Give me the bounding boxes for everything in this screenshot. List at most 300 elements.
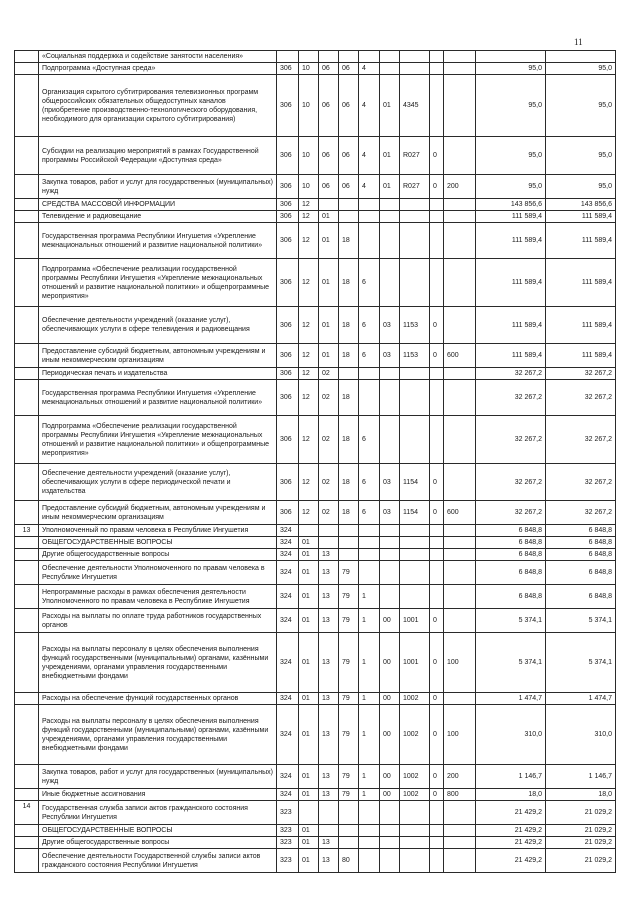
amount-cell-1: 111 589,4 [476,344,546,368]
code-cell [444,137,476,175]
code-cell: 03 [380,464,400,501]
item-name-cell: Периодическая печать и издательства [39,368,277,380]
code-cell [444,609,476,633]
code-cell [339,825,359,837]
code-cell: 324 [277,705,299,765]
code-cell [380,537,400,549]
code-cell: 306 [277,223,299,259]
row-number-cell [15,609,39,633]
code-cell: 1 [359,705,380,765]
row-number-cell [15,307,39,344]
amount-cell-2: 143 856,6 [546,199,616,211]
code-cell: 01 [319,223,339,259]
code-cell: 00 [380,789,400,801]
code-cell [380,849,400,873]
amount-cell-2: 6 848,8 [546,537,616,549]
table-row [15,705,616,765]
code-cell: 0 [430,693,444,705]
code-cell [444,825,476,837]
amount-cell-1: 32 267,2 [476,416,546,464]
code-cell: 306 [277,259,299,307]
code-cell: 02 [319,380,339,416]
amount-cell-2: 111 589,4 [546,344,616,368]
code-cell [400,380,430,416]
code-cell: 1153 [400,344,430,368]
item-name-cell: Подпрограмма «Доступная среда» [39,63,277,75]
code-cell [400,199,430,211]
code-cell [400,259,430,307]
code-cell: 03 [380,307,400,344]
code-cell: 79 [339,633,359,693]
table-row [15,63,616,75]
code-cell: 1153 [400,307,430,344]
code-cell: 800 [444,789,476,801]
code-cell: 00 [380,633,400,693]
code-cell [400,549,430,561]
code-cell [444,380,476,416]
code-cell: 01 [380,75,400,137]
code-cell: 1002 [400,705,430,765]
code-cell: 18 [339,464,359,501]
code-cell: 306 [277,344,299,368]
code-cell [400,825,430,837]
budget-table [14,50,616,873]
code-cell: 1002 [400,789,430,801]
code-cell [380,825,400,837]
amount-cell-1: 1 146,7 [476,765,546,789]
code-cell: 03 [380,501,400,525]
code-cell: 03 [380,344,400,368]
code-cell [444,416,476,464]
amount-cell-1: 5 374,1 [476,609,546,633]
code-cell: 18 [339,259,359,307]
code-cell: 6 [359,501,380,525]
code-cell: 01 [299,633,319,693]
code-cell: 01 [299,609,319,633]
code-cell [319,51,339,63]
item-name-cell: Предоставление субсидий бюджетным, автономным учреждениям и иным некоммерческим организациям [39,501,277,525]
item-name-cell: ОБЩЕГОСУДАРСТВЕННЫЕ ВОПРОСЫ [39,537,277,549]
row-number-cell [15,51,39,63]
code-cell: 600 [444,501,476,525]
code-cell [339,537,359,549]
amount-cell-2 [546,51,616,63]
code-cell: 100 [444,633,476,693]
code-cell: 324 [277,525,299,537]
code-cell [319,801,339,825]
code-cell: 12 [299,501,319,525]
code-cell: 6 [359,344,380,368]
code-cell [430,549,444,561]
amount-cell-1: 6 848,8 [476,561,546,585]
amount-cell-1: 95,0 [476,137,546,175]
table-row [15,789,616,801]
table-row [15,137,616,175]
amount-cell-1: 32 267,2 [476,380,546,416]
row-number-cell [15,223,39,259]
code-cell [400,63,430,75]
code-cell: 13 [319,789,339,801]
code-cell [430,63,444,75]
code-cell: 0 [430,633,444,693]
amount-cell-1: 21 429,2 [476,825,546,837]
code-cell: 06 [339,75,359,137]
table-row [15,368,616,380]
code-cell: 01 [299,705,319,765]
code-cell [400,368,430,380]
code-cell: 12 [299,223,319,259]
code-cell [400,849,430,873]
code-cell [359,537,380,549]
code-cell [380,199,400,211]
code-cell: 0 [430,609,444,633]
code-cell [400,537,430,549]
row-number-cell [15,380,39,416]
code-cell [444,561,476,585]
row-number-cell [15,501,39,525]
code-cell [400,801,430,825]
amount-cell-2: 21 029,2 [546,801,616,825]
code-cell: 323 [277,837,299,849]
item-name-cell: Государственная программа Республики Ингушетия «Укрепление межнациональных отношений и развитие национальной политики» [39,223,277,259]
code-cell [430,223,444,259]
code-cell: 306 [277,199,299,211]
code-cell: 306 [277,416,299,464]
table-row [15,849,616,873]
code-cell: 1 [359,609,380,633]
code-cell: 200 [444,765,476,789]
code-cell: 4 [359,175,380,199]
amount-cell-1: 6 848,8 [476,537,546,549]
code-cell [444,693,476,705]
code-cell: 324 [277,765,299,789]
code-cell: 306 [277,211,299,223]
row-number-cell: 14 [15,801,39,825]
code-cell: 01 [299,849,319,873]
amount-cell-1: 1 474,7 [476,693,546,705]
table-row [15,609,616,633]
code-cell: 13 [319,609,339,633]
code-cell [359,801,380,825]
code-cell [380,549,400,561]
code-cell: 12 [299,211,319,223]
row-number-cell [15,789,39,801]
code-cell: 306 [277,501,299,525]
item-name-cell: Предоставление субсидий бюджетным, автономным учреждениям и иным некоммерческим организациям [39,344,277,368]
table-row [15,501,616,525]
code-cell: 00 [380,609,400,633]
code-cell: 01 [299,765,319,789]
code-cell: 06 [319,137,339,175]
row-number-cell [15,368,39,380]
code-cell [444,801,476,825]
code-cell [380,525,400,537]
code-cell: 1154 [400,501,430,525]
row-number-cell [15,75,39,137]
code-cell [430,75,444,137]
item-name-cell: Расходы на выплаты персоналу в целях обеспечения выполнения функций государственными (муниципальными) органами, казёнными учреждениями, органами управления государственными внебюджетными фондами [39,633,277,693]
code-cell: 324 [277,561,299,585]
row-number-cell [15,765,39,789]
code-cell: 13 [319,849,339,873]
code-cell [339,525,359,537]
amount-cell-2: 111 589,4 [546,211,616,223]
code-cell [430,801,444,825]
amount-cell-1: 310,0 [476,705,546,765]
amount-cell-2: 32 267,2 [546,416,616,464]
code-cell [430,199,444,211]
code-cell: 6 [359,416,380,464]
row-number-cell [15,63,39,75]
code-cell: 306 [277,175,299,199]
code-cell [444,837,476,849]
code-cell [339,199,359,211]
code-cell [444,849,476,873]
code-cell: 306 [277,464,299,501]
code-cell: 18 [339,307,359,344]
code-cell [400,525,430,537]
code-cell [444,537,476,549]
code-cell [380,837,400,849]
amount-cell-2: 32 267,2 [546,501,616,525]
code-cell: 10 [299,63,319,75]
code-cell [359,211,380,223]
row-number-cell [15,199,39,211]
code-cell [359,825,380,837]
code-cell: 06 [339,63,359,75]
row-number-cell [15,693,39,705]
code-cell [339,368,359,380]
amount-cell-1: 21 429,2 [476,837,546,849]
code-cell: 0 [430,344,444,368]
code-cell: 1 [359,789,380,801]
code-cell [400,51,430,63]
row-number-cell [15,849,39,873]
code-cell: 18 [339,501,359,525]
amount-cell-2: 95,0 [546,137,616,175]
amount-cell-1: 95,0 [476,175,546,199]
code-cell [339,211,359,223]
code-cell: 100 [444,705,476,765]
item-name-cell: Обеспечение деятельности Уполномоченного по правам человека в Республике Ингушетия [39,561,277,585]
code-cell: 306 [277,63,299,75]
code-cell: 12 [299,307,319,344]
code-cell [430,51,444,63]
code-cell: 1001 [400,633,430,693]
amount-cell-2: 18,0 [546,789,616,801]
amount-cell-1: 6 848,8 [476,549,546,561]
code-cell: 1 [359,765,380,789]
item-name-cell: Закупка товаров, работ и услуг для государственных (муниципальных) нужд [39,175,277,199]
code-cell: 06 [319,175,339,199]
code-cell [339,837,359,849]
amount-cell-1: 95,0 [476,75,546,137]
table-row [15,549,616,561]
code-cell [380,51,400,63]
code-cell [380,801,400,825]
table-row [15,837,616,849]
amount-cell-1: 5 374,1 [476,633,546,693]
code-cell [380,416,400,464]
amount-cell-1: 111 589,4 [476,259,546,307]
code-cell [319,525,339,537]
amount-cell-2: 21 029,2 [546,825,616,837]
table-row [15,199,616,211]
code-cell: 01 [380,175,400,199]
code-cell [380,211,400,223]
code-cell [400,211,430,223]
code-cell [380,585,400,609]
code-cell [444,211,476,223]
code-cell: 1002 [400,693,430,705]
code-cell: 13 [319,837,339,849]
code-cell: 6 [359,307,380,344]
item-name-cell: Расходы на выплаты персоналу в целях обеспечения выполнения функций государственными (муниципальными) органами, казёнными учреждениями, органами управления государственными внебюджетными фондами [39,705,277,765]
table-row [15,693,616,705]
code-cell: 1002 [400,765,430,789]
code-cell: 0 [430,307,444,344]
item-name-cell: Уполномоченный по правам человека в Республике Ингушетия [39,525,277,537]
code-cell [277,51,299,63]
code-cell: 13 [319,633,339,693]
code-cell: 10 [299,75,319,137]
amount-cell-2: 32 267,2 [546,464,616,501]
code-cell: 01 [299,585,319,609]
code-cell [380,63,400,75]
item-name-cell: Непрограммные расходы в рамках обеспечения деятельности Уполномоченного по правам человека в Республике Ингушетия [39,585,277,609]
item-name-cell: Подпрограмма «Обеспечение реализации государственной программы Республики Ингушетия «Укрепление межнациональных отношений и развитие национальной политики» и общепрограммные мероприятия» [39,416,277,464]
code-cell: 12 [299,344,319,368]
code-cell: 79 [339,609,359,633]
code-cell: 01 [299,549,319,561]
amount-cell-2: 1 474,7 [546,693,616,705]
table-row [15,825,616,837]
code-cell: 13 [319,705,339,765]
code-cell: 79 [339,765,359,789]
code-cell: 06 [339,175,359,199]
code-cell: 324 [277,633,299,693]
code-cell [299,801,319,825]
item-name-cell: Обеспечение деятельности учреждений (оказание услуг), обеспечивающих услуги в сфере телевидения и радиовещания [39,307,277,344]
code-cell: 06 [319,75,339,137]
code-cell [400,837,430,849]
amount-cell-2: 32 267,2 [546,368,616,380]
amount-cell-2: 95,0 [546,75,616,137]
row-number-cell [15,211,39,223]
amount-cell-2: 21 029,2 [546,849,616,873]
code-cell: 12 [299,464,319,501]
code-cell: 0 [430,765,444,789]
item-name-cell: Обеспечение деятельности Государственной службы записи актов гражданского состояния Республики Ингушетия [39,849,277,873]
code-cell [359,525,380,537]
table-body [15,51,616,873]
code-cell: 00 [380,705,400,765]
code-cell: 01 [299,837,319,849]
code-cell [319,825,339,837]
amount-cell-1: 32 267,2 [476,464,546,501]
code-cell: 79 [339,693,359,705]
code-cell: 79 [339,585,359,609]
code-cell: 01 [299,825,319,837]
code-cell [444,63,476,75]
code-cell: 324 [277,609,299,633]
amount-cell-2: 6 848,8 [546,549,616,561]
code-cell: 10 [299,175,319,199]
code-cell: 06 [319,63,339,75]
code-cell [430,380,444,416]
amount-cell-1: 111 589,4 [476,307,546,344]
row-number-cell [15,259,39,307]
amount-cell-2: 21 029,2 [546,837,616,849]
table-row [15,801,616,825]
amount-cell-2: 5 374,1 [546,633,616,693]
code-cell: 10 [299,137,319,175]
code-cell [380,368,400,380]
code-cell: 06 [339,137,359,175]
code-cell: 00 [380,693,400,705]
table-row [15,525,616,537]
amount-cell-1: 143 856,6 [476,199,546,211]
table-row [15,633,616,693]
item-name-cell: Государственная служба записи актов гражданского состояния Республики Ингушетия [39,801,277,825]
code-cell [430,211,444,223]
code-cell: 01 [380,137,400,175]
code-cell [380,223,400,259]
amount-cell-1: 18,0 [476,789,546,801]
code-cell: 12 [299,416,319,464]
item-name-cell: Закупка товаров, работ и услуг для государственных (муниципальных) нужд [39,765,277,789]
code-cell: 306 [277,75,299,137]
code-cell: 01 [319,344,339,368]
code-cell: 306 [277,137,299,175]
row-number-cell [15,705,39,765]
code-cell [299,51,319,63]
code-cell [430,259,444,307]
code-cell: 13 [319,561,339,585]
code-cell: 0 [430,501,444,525]
code-cell: 01 [299,693,319,705]
code-cell [359,380,380,416]
table-row [15,307,616,344]
code-cell: 18 [339,223,359,259]
code-cell [444,307,476,344]
amount-cell-2: 6 848,8 [546,585,616,609]
amount-cell-2: 32 267,2 [546,380,616,416]
amount-cell-1: 21 429,2 [476,801,546,825]
table-row [15,561,616,585]
code-cell: 80 [339,849,359,873]
code-cell [430,585,444,609]
code-cell: 306 [277,380,299,416]
amount-cell-2: 111 589,4 [546,259,616,307]
code-cell: 4 [359,63,380,75]
code-cell: 01 [299,789,319,801]
code-cell [430,849,444,873]
row-number-cell: 13 [15,525,39,537]
code-cell: 1001 [400,609,430,633]
code-cell: 02 [319,368,339,380]
code-cell [444,75,476,137]
code-cell: 0 [430,705,444,765]
code-cell [444,549,476,561]
code-cell: 13 [319,549,339,561]
item-name-cell: Подпрограмма «Обеспечение реализации государственной программы Республики Ингушетия «Укрепление межнациональных отношений и развитие национальной политики» и общепрограммные мероприятия» [39,259,277,307]
code-cell: 4 [359,75,380,137]
row-number-cell [15,633,39,693]
code-cell [430,561,444,585]
amount-cell-1 [476,51,546,63]
code-cell: 01 [319,259,339,307]
